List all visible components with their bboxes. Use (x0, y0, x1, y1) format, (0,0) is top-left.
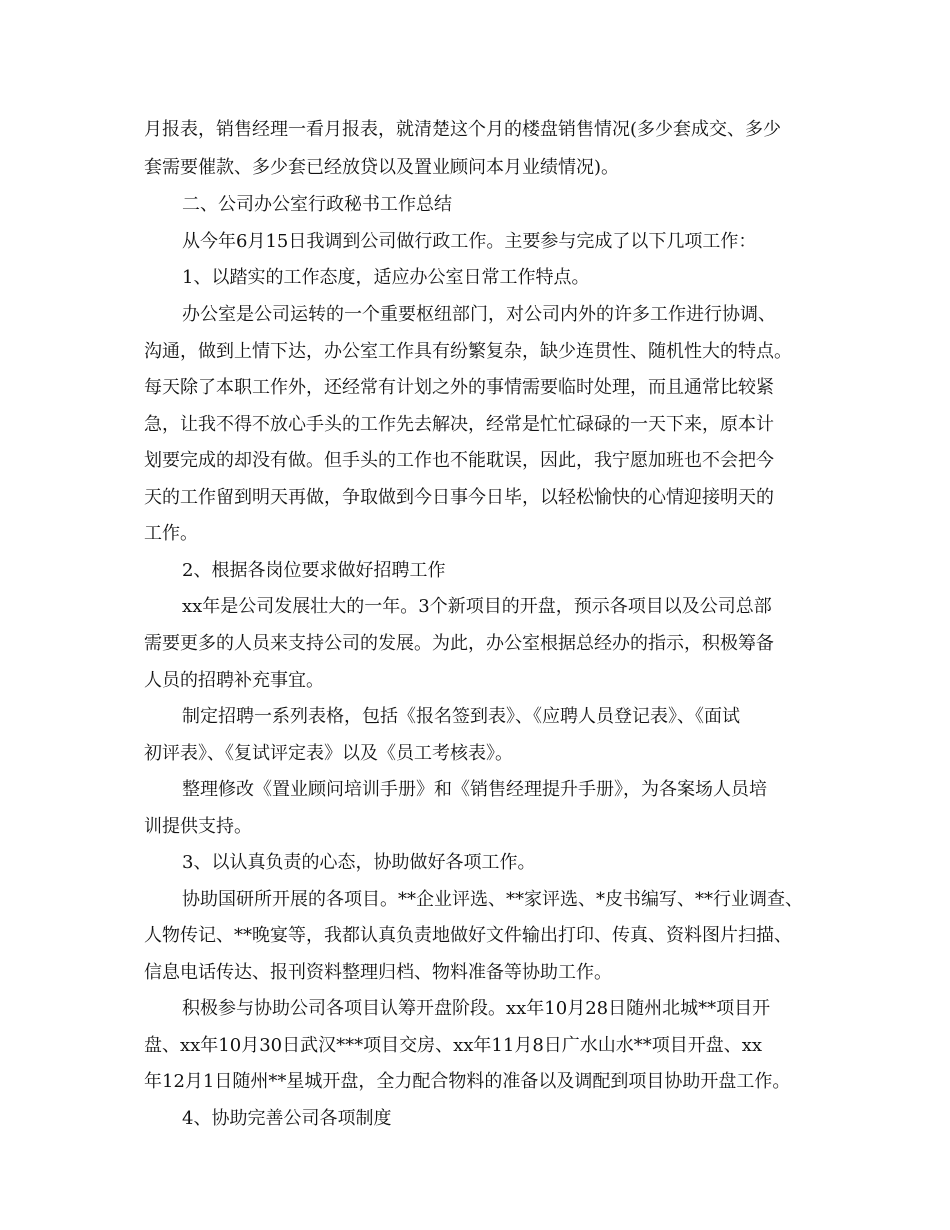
text-line (0, 666, 950, 696)
line-text: 积极参与协助公司各项目认筹开盘阶段。xx年10月28日随州北城**项目开 (182, 998, 771, 1019)
subheading (0, 1104, 950, 1134)
text-line (0, 483, 950, 513)
text-line (0, 921, 950, 951)
text-line (0, 629, 950, 659)
section-heading (0, 190, 950, 220)
line-text: 划要完成的却没有做。但手头的工作也不能耽误，因此，我宁愿加班也不会把今 (144, 450, 774, 471)
line-text: 急，让我不得不放心手头的工作先去解决，经常是忙忙碌碌的一天下来，原本计 (144, 414, 774, 435)
text-line (0, 1031, 950, 1061)
line-text: 协助国研所开展的各项目。**企业评选、**家评选、*皮书编写、**行业调查、 (182, 889, 803, 910)
text-line (0, 702, 950, 732)
text-line (0, 410, 950, 440)
line-text: 月报表，销售经理一看月报表，就清楚这个月的楼盘销售情况(多少套成交、多少 (144, 119, 782, 140)
line-text: 初评表》、《复试评定表》以及《员工考核表》。 (144, 743, 513, 764)
line-text: 套需要催款、多少套已经放贷以及置业顾问本月业绩情况)。 (144, 157, 620, 178)
line-text: 沟通，做到上情下达，办公室工作具有纷繁复杂，缺少连贯性、随机性大的特点。 (144, 341, 792, 362)
line-text: 训提供支持。 (144, 816, 252, 837)
text-line (0, 885, 950, 915)
line-text: 办公室是公司运转的一个重要枢纽部门，对公司内外的许多工作进行协调、 (182, 304, 776, 325)
text-line (0, 373, 950, 403)
subheading-text: 2、根据各岗位要求做好招聘工作 (182, 560, 446, 581)
text-line (0, 958, 950, 988)
line-text: 从今年6月15日我调到公司做行政工作。主要参与完成了以下几项工作： (182, 231, 757, 252)
text-line (0, 1067, 950, 1097)
text-line (0, 446, 950, 476)
line-text: 天的工作留到明天再做，争取做到今日事今日毕，以轻松愉快的心情迎接明天的 (144, 487, 774, 508)
text-line (0, 153, 950, 183)
line-text: 信息电话传达、报刊资料整理归档、物料准备等协助工作。 (144, 962, 612, 983)
line-text: 每天除了本职工作外，还经常有计划之外的事情需要临时处理，而且通常比较紧 (144, 377, 774, 398)
subheading-text: 4、协助完善公司各项制度 (182, 1108, 392, 1129)
subheading (0, 263, 950, 293)
text-line (0, 519, 950, 549)
text-line (0, 300, 950, 330)
text-line (0, 227, 950, 257)
line-text: 制定招聘一系列表格，包括《报名签到表》、《应聘人员登记表》、《面试 (182, 706, 740, 727)
subheading-text: 1、以踏实的工作态度，适应办公室日常工作特点。 (182, 267, 590, 288)
line-text: 年12月1日随州**星城开盘，全力配合物料的准备以及调配到项目协助开盘工作。 (144, 1071, 791, 1092)
line-text: 整理修改《置业顾问培训手册》和《销售经理提升手册》，为各案场人员培 (182, 779, 767, 800)
line-text: 盘、xx年10月30日武汉***项目交房、xx年11月8日广水山水**项目开盘、xx (144, 1035, 763, 1056)
text-line (0, 739, 950, 769)
text-line (0, 775, 950, 805)
text-line (0, 812, 950, 842)
text-line (0, 994, 950, 1024)
line-text: 人员的招聘补充事宜。 (144, 670, 324, 691)
line-text: xx年是公司发展壮大的一年。3个新项目的开盘，预示各项目以及公司总部 (182, 596, 772, 617)
heading-text: 二、公司办公室行政秘书工作总结 (182, 194, 452, 215)
text-line (0, 337, 950, 367)
line-text: 人物传记、**晚宴等，我都认真负责地做好文件输出打印、传真、资料图片扫描、 (144, 925, 792, 946)
subheading (0, 848, 950, 878)
subheading-text: 3、以认真负责的心态，协助做好各项工作。 (182, 852, 536, 873)
text-line (0, 115, 950, 145)
subheading (0, 556, 950, 586)
text-line (0, 592, 950, 622)
line-text: 需要更多的人员来支持公司的发展。为此，办公室根据总经办的指示，积极筹备 (144, 633, 774, 654)
line-text: 工作。 (144, 523, 198, 544)
